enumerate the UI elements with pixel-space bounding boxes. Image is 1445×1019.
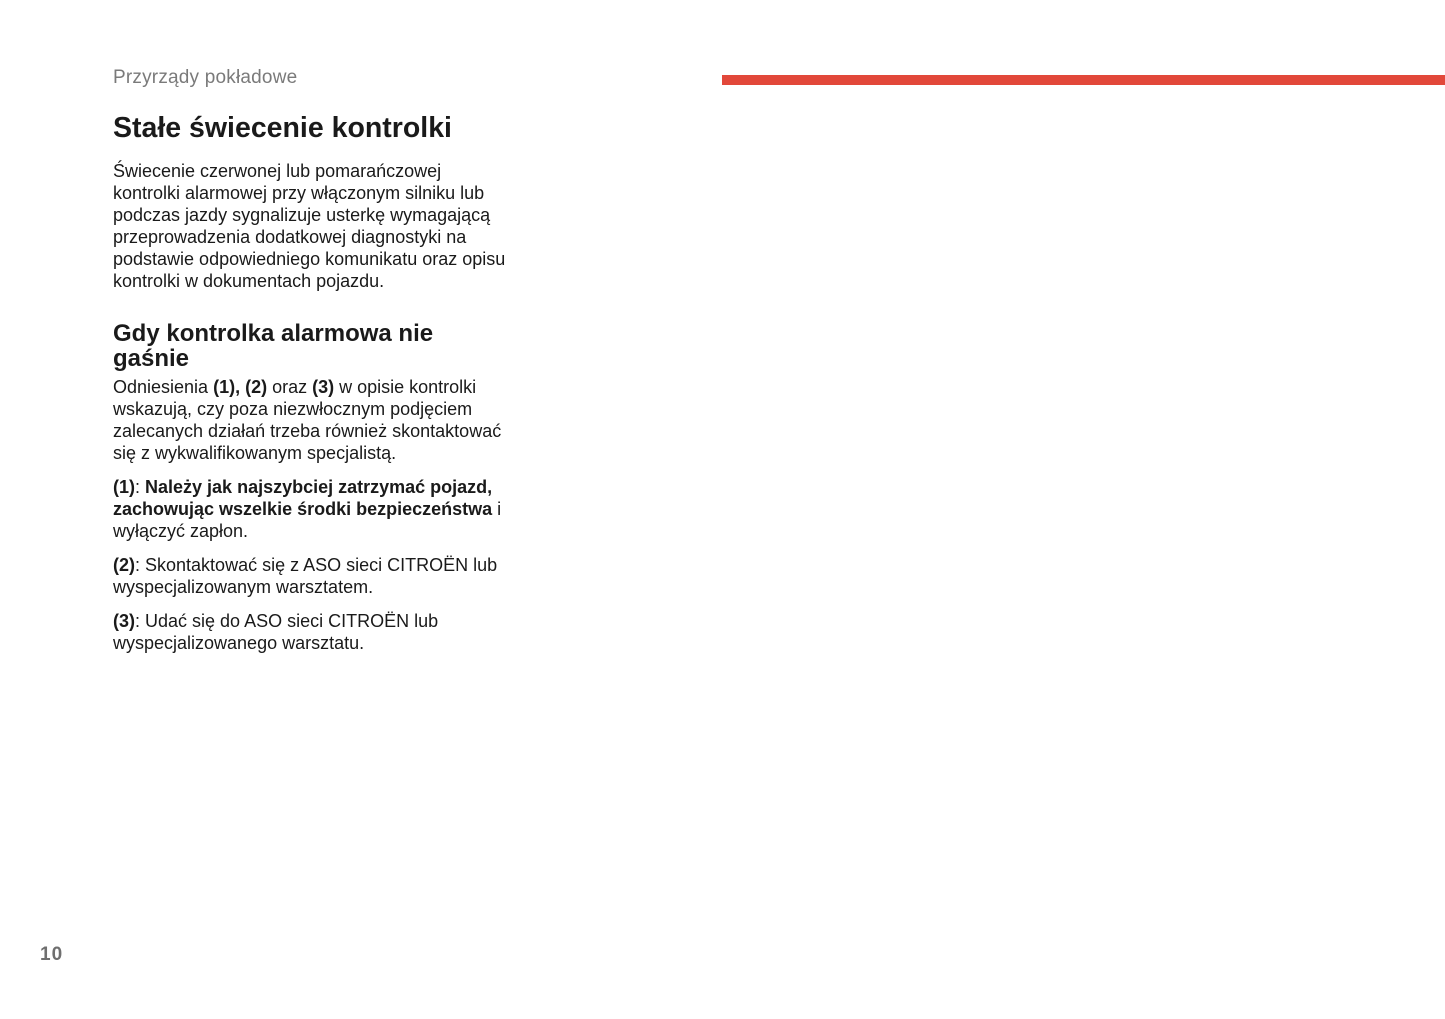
reference-marker-3: (3) xyxy=(312,377,335,397)
header-accent-bar xyxy=(722,75,1445,85)
page-title: Stałe świecenie kontrolki xyxy=(113,112,452,144)
note-text: Skontaktować się z ASO sieci CITROËN lub wyspecjalizowanym warsztatem. xyxy=(113,555,498,597)
reference-markers-1-2: (1), (2) xyxy=(213,377,268,397)
references-paragraph xyxy=(113,376,513,464)
note-marker: (2) xyxy=(113,555,135,575)
section-label: Przyrządy pokładowe xyxy=(113,67,298,88)
note-marker: (3) xyxy=(113,611,135,631)
note-separator: : xyxy=(135,477,146,497)
note-text: i wyłączyć zapłon. xyxy=(113,499,502,541)
note-separator: : xyxy=(135,611,146,631)
intro-paragraph: Świecenie czerwonej lub pomarańczowej kontrolki alarmowej przy włączonym silniku lub podczas jazdy sygnalizuje usterkę wymagającą przeprowadzenia dodatkowej diagnostyki na podstawie odpowiedniego komunikatu oraz opisu kontrolki w dokumentach pojazdu. xyxy=(113,161,506,291)
section-subheading xyxy=(113,321,513,371)
references-lead: Odniesienia xyxy=(113,377,214,397)
note-text: Udać się do ASO sieci CITROËN lub wyspecjalizowanego warsztatu. xyxy=(113,611,439,653)
note-2 xyxy=(113,554,513,598)
note-3 xyxy=(113,610,513,654)
main-content xyxy=(113,108,513,654)
note-1 xyxy=(113,476,513,542)
page-number: 10 xyxy=(40,944,64,965)
note-separator: : xyxy=(135,555,146,575)
subheading-line-2: gaśnie xyxy=(113,345,190,372)
subheading-line-1: Gdy kontrolka alarmowa nie xyxy=(113,320,434,347)
references-conjunction: oraz xyxy=(267,377,313,397)
note-emphasis: Należy jak najszybciej zatrzymać pojazd, zachowując wszelkie środki bezpieczeństwa xyxy=(113,477,493,519)
references-tail: w opisie kontrolki wskazują, czy poza niezwłocznym podjęciem zalecanych działań trzeba również skontaktować się z wykwalifikowanym specjalistą. xyxy=(113,377,502,463)
note-marker: (1) xyxy=(113,477,135,497)
